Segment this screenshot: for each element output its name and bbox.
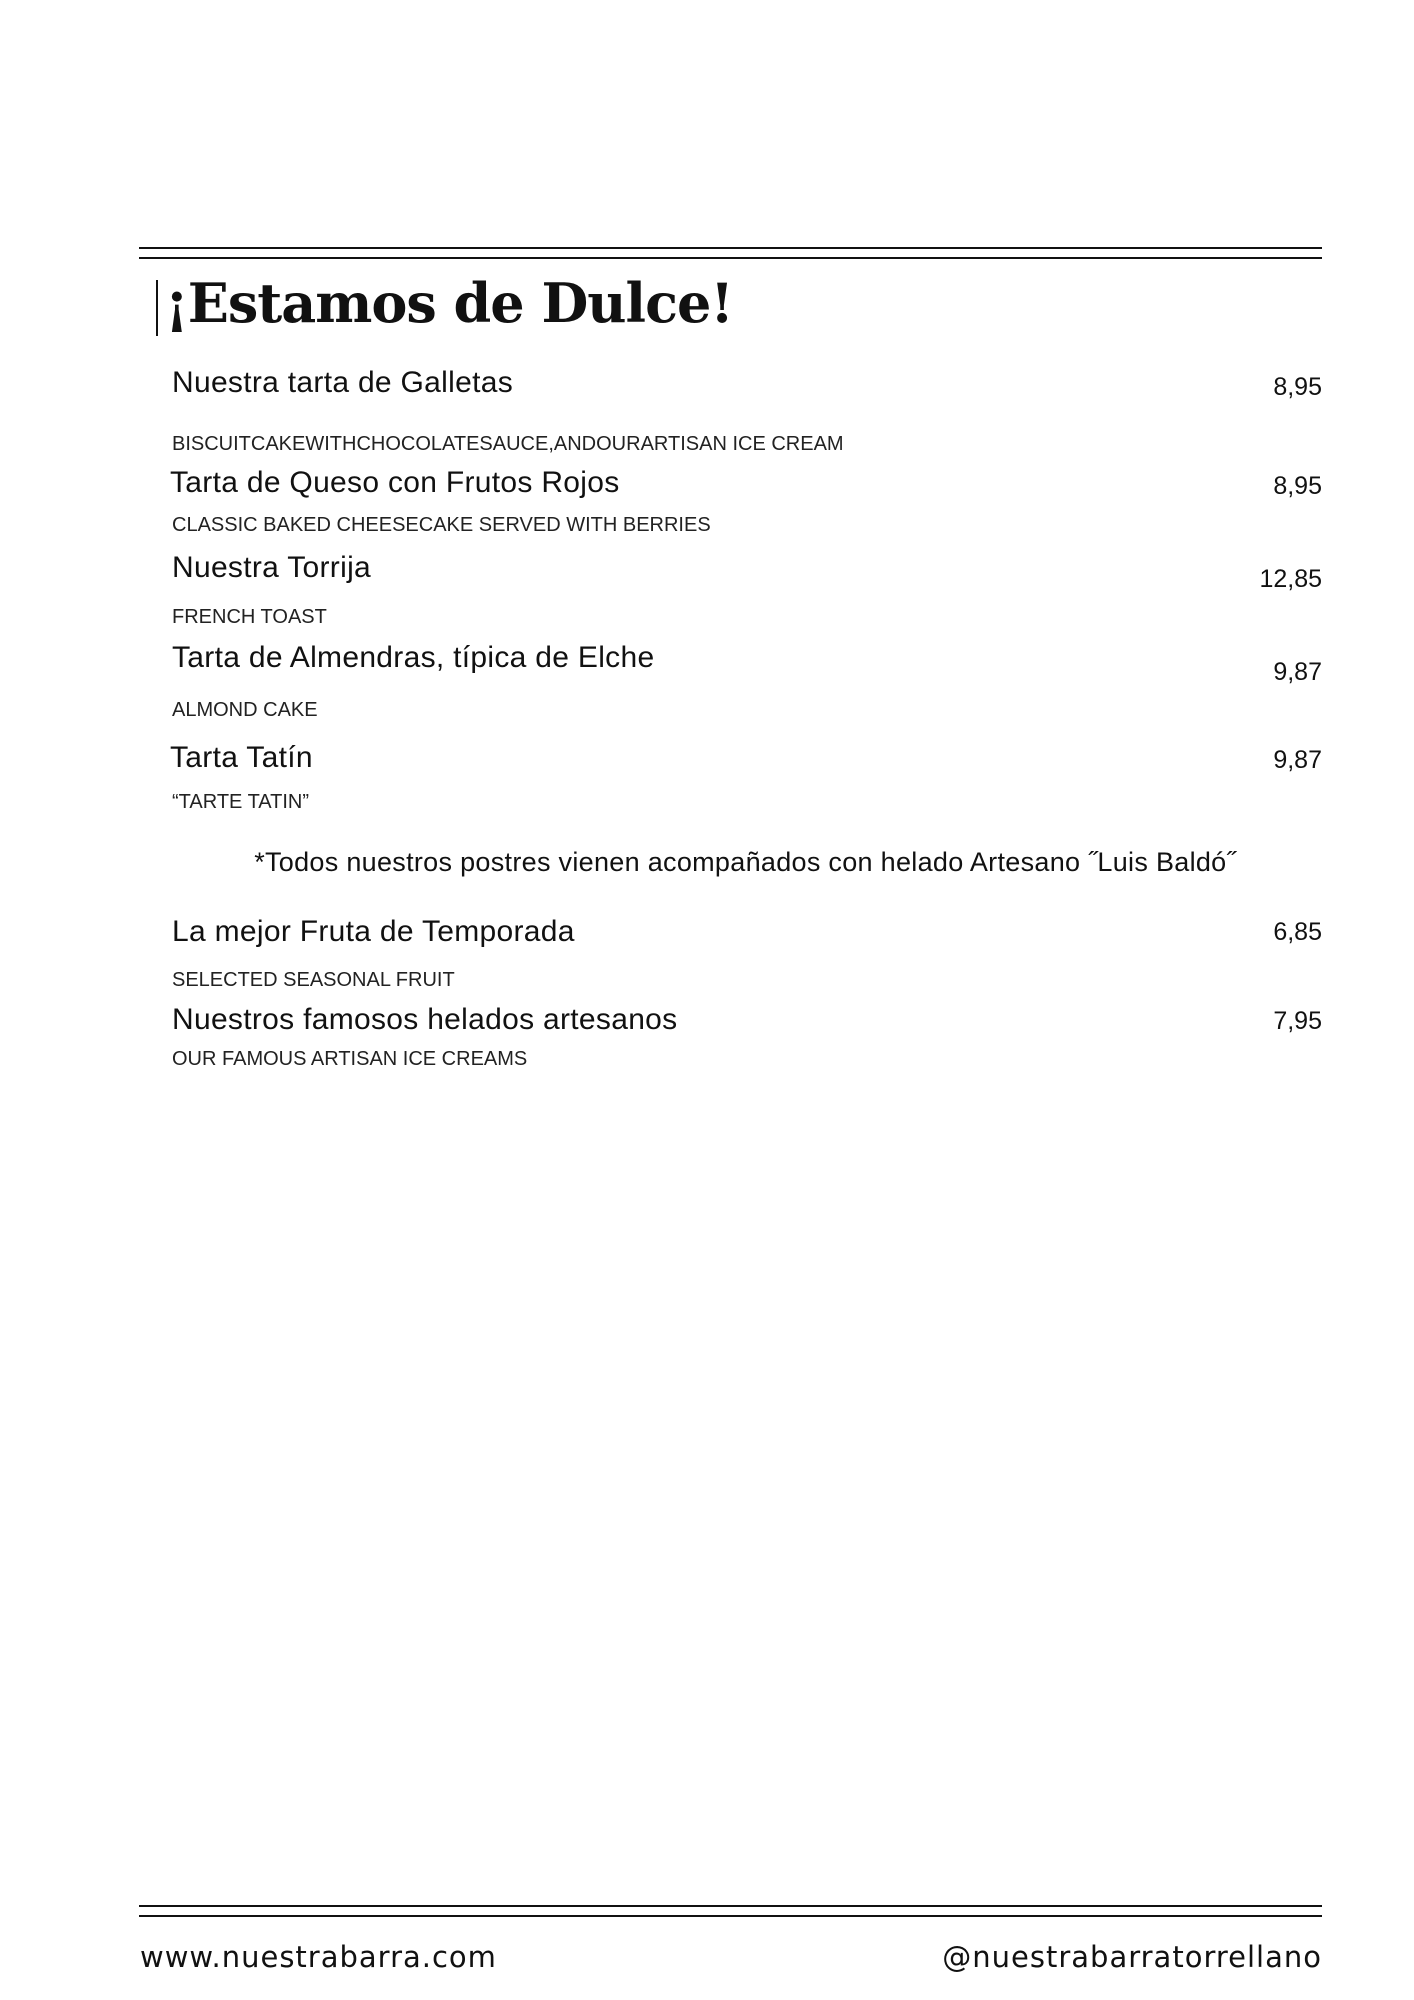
top-rule-2: [139, 257, 1322, 259]
menu-item-name: Tarta Tatín: [170, 741, 313, 774]
menu-item-price: 6,85: [1273, 918, 1322, 946]
menu-item-description: OUR FAMOUS ARTISAN ICE CREAMS: [172, 1048, 528, 1070]
menu-item-description: FRENCH TOAST: [172, 606, 327, 628]
title-accent-bar: [156, 280, 158, 336]
menu-item-price: 9,87: [1273, 658, 1322, 686]
page-title-text: ¡Estamos de Dulce!: [165, 271, 734, 335]
menu-item-description: ALMOND CAKE: [172, 699, 318, 721]
desserts-note: *Todos nuestros postres vienen acompañados con helado Artesano ˝Luis Baldó˝: [254, 847, 1236, 877]
menu-item-price: 12,85: [1259, 565, 1322, 593]
top-rule-1: [139, 247, 1322, 249]
menu-item-price: 8,95: [1273, 373, 1322, 401]
menu-item-price: 8,95: [1273, 472, 1322, 500]
footer-website-link[interactable]: www.nuestrabarra.com: [140, 1940, 497, 1974]
menu-item-name: Nuestra Torrija: [172, 551, 372, 584]
menu-item-name: Nuestros famosos helados artesanos: [172, 1003, 678, 1036]
menu-item-name: La mejor Fruta de Temporada: [172, 915, 575, 948]
menu-item-name: Nuestra tarta de Galletas: [172, 366, 514, 399]
menu-item-description: BISCUITCAKEWITHCHOCOLATESAUCE,ANDOURARTISAN ICE CREAM: [172, 433, 844, 455]
bottom-rule-2: [139, 1915, 1322, 1917]
menu-item-description: CLASSIC BAKED CHEESECAKE SERVED WITH BERRIES: [172, 514, 711, 536]
footer-social-handle[interactable]: @nuestrabarratorrellano: [942, 1940, 1322, 1974]
page-title: [165, 268, 733, 338]
menu-item-description: “TARTE TATIN”: [172, 791, 310, 813]
menu-item-name: Tarta de Almendras, típica de Elche: [172, 641, 655, 674]
menu-item-description: SELECTED SEASONAL FRUIT: [172, 969, 455, 991]
menu-item-price: 7,95: [1273, 1007, 1322, 1035]
bottom-rule-1: [139, 1905, 1322, 1907]
menu-item-price: 9,87: [1273, 746, 1322, 774]
menu-item-name: Tarta de Queso con Frutos Rojos: [170, 466, 620, 499]
